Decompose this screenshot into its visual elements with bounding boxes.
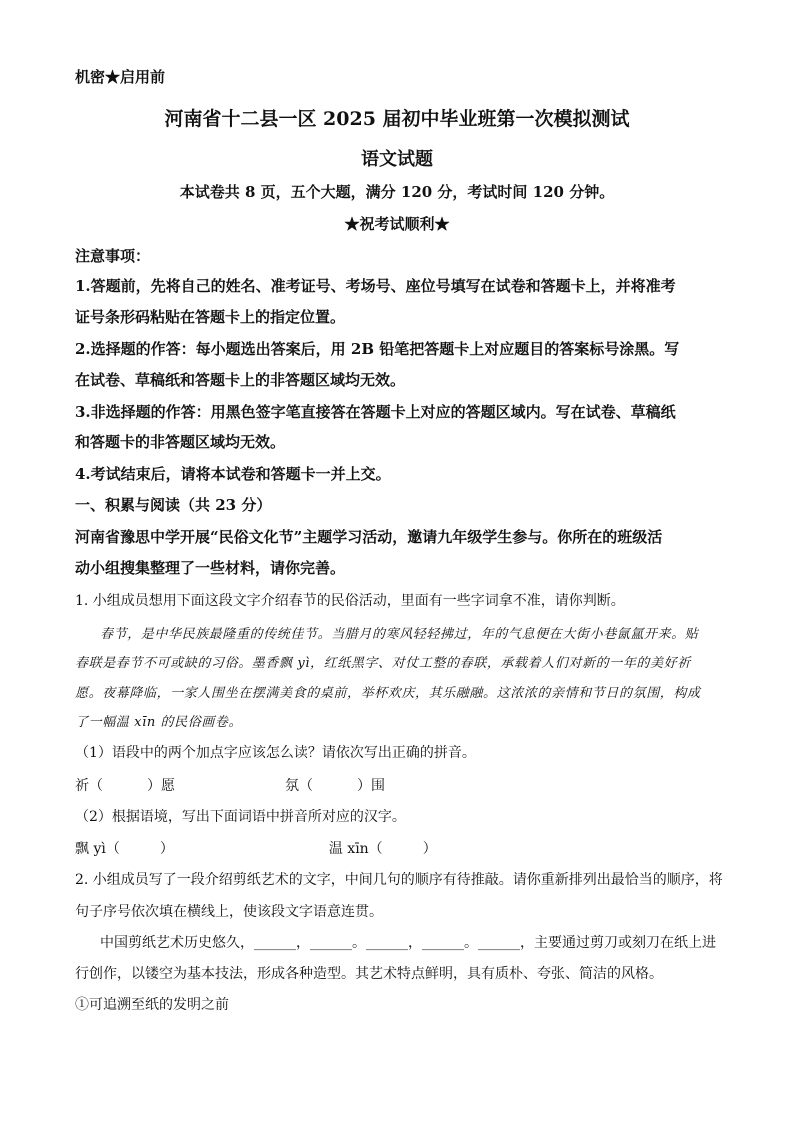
- note-4: 4.考试结束后，请将本试卷和答题卡一并上交。: [75, 465, 391, 483]
- wen-prefix: 温 xīn（: [328, 841, 383, 857]
- fen-prefix: 氛（: [285, 778, 313, 794]
- note-3-line-1: 3.非选择题的作答：用黑色签字笔直接答在答题卡上对应的答题区域内。写在试卷、草稿纸: [75, 403, 676, 421]
- fen-suffix: ）围: [357, 778, 385, 794]
- note-2-line-1: 2.选择题的作答：每小题选出答案后，用 2B 铅笔把答题卡上对应题目的答案标号涂黑。写: [75, 340, 680, 358]
- piao-prefix: 飘 yì（: [75, 841, 120, 857]
- q1-passage-line-3: 愿。夜幕降临，一家人围坐在摆满美食的桌前，举杯欢庆，其乐融融。这浓浓的亲情和节日的氛围，构成: [75, 686, 701, 701]
- q1-pinyin-answers: [75, 775, 385, 795]
- exam-title: 河南省十二县一区 2025 届初中毕业班第一次模拟测试: [164, 108, 630, 130]
- note-3-line-2: 和答题卡的非答题区域均无效。: [75, 433, 286, 451]
- q2-paragraph-line-1: 中国剪纸艺术历史悠久，______，______。______，______。______，主要通过剪刀或刻刀在纸上进: [100, 935, 716, 951]
- q1-passage-line-2: 春联是春节不可或缺的习俗。墨香飘 yì，红纸黑字、对仗工整的春联，承载着人们对新的一年的美好祈: [75, 656, 691, 671]
- q1-sub-2: （2）根据语境，写出下面词语中拼音所对应的汉字。: [75, 809, 406, 825]
- qi-prefix: 祈（: [75, 778, 103, 794]
- qi-suffix: ）愿: [147, 778, 175, 794]
- section-1-heading: 一、积累与阅读（共 23 分）: [75, 496, 272, 514]
- q2-stem-line-2: 句子序号依次填在横线上，使该段文字语意连贯。: [75, 904, 383, 920]
- q2-paragraph-line-2: 行创作，以镂空为基本技法，形成各种造型。其艺术特点鲜明，具有质朴、夸张、简洁的风格。: [75, 966, 663, 982]
- subject-title: 语文试题: [361, 149, 433, 170]
- q1-passage-line-1: 春节，是中华民族最隆重的传统佳节。当腊月的寒风轻轻拂过，年的气息便在大街小巷氤氲开来。贴: [100, 627, 699, 642]
- note-1-line-1: 1.答题前，先将自己的姓名、准考证号、考场号、座位号填写在试卷和答题卡上，并将准考: [75, 277, 676, 295]
- q1-sub-1: （1）语段中的两个加点字应该怎么读？请依次写出正确的拼音。: [75, 745, 476, 761]
- q1-passage-line-4: 了一幅温 xīn 的民俗画卷。: [75, 715, 243, 730]
- q2-stem-line-1: 2. 小组成员写了一段介绍剪纸艺术的文字，中间几句的顺序有待推敲。请你重新排列出最恰当的顺序，将: [75, 872, 723, 888]
- q1-hanzi-answers: [75, 838, 437, 858]
- secret-mark: 机密★启用前: [75, 68, 166, 86]
- section-1-intro-line-2: 动小组搜集整理了一些材料，请你完善。: [75, 559, 346, 577]
- exam-info: 本试卷共 8 页，五个大题，满分 120 分，考试时间 120 分钟。: [179, 183, 615, 201]
- blessing: ★祝考试顺利★: [344, 215, 450, 233]
- note-2-line-2: 在试卷、草稿纸和答题卡上的非答题区域均无效。: [75, 371, 406, 389]
- section-1-intro-line-1: 河南省豫思中学开展“民俗文化节”主题学习活动，邀请九年级学生参与。你所在的班级活: [75, 528, 663, 546]
- note-1-line-2: 证号条形码粘贴在答题卡上的指定位置。: [75, 308, 346, 326]
- piao-suffix: ）: [159, 841, 174, 857]
- notes-heading: 注意事项：: [75, 247, 151, 265]
- q1-stem: 1. 小组成员想用下面这段文字介绍春节的民俗活动，里面有一些字词拿不准，请你判断。: [75, 593, 625, 609]
- q2-option-1: ①可追溯至纸的发明之前: [75, 997, 229, 1013]
- wen-suffix: ）: [422, 841, 437, 857]
